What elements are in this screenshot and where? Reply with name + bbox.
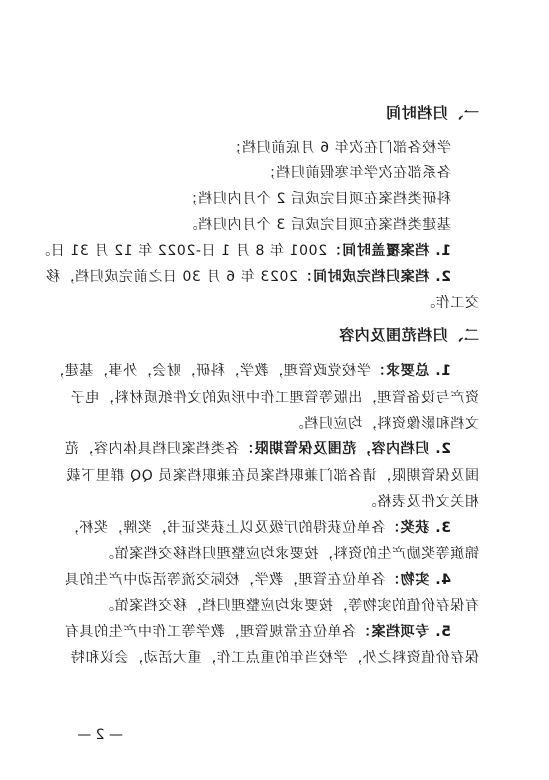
paragraph-continuation: 锦旗等奖励产生的资料，按要求均应整理归档移交档案馆。 (99, 546, 479, 562)
section-heading-archive-scope: 二、归档范围及内容 (338, 326, 479, 344)
paragraph-text: 各单位在常规管理，教学等工作中产生的具有 (64, 624, 357, 640)
paragraph-physical-items (64, 571, 451, 589)
paragraph-label: 3. 获奖： (385, 520, 451, 536)
paragraph-label: 1. 总要求： (370, 363, 451, 379)
paragraph-label: 1. 档案覆盖时间： (327, 243, 451, 259)
list-item: 基建类档案在项目完成后 3 个月内归档。 (183, 217, 451, 233)
paragraph-completion-time (45, 268, 451, 286)
paragraph-continuation: 文档和影像资料，均应归档。 (289, 416, 479, 432)
paragraph-text: 各类档案归档具体内容，范 (64, 441, 240, 457)
paragraph-label: 2. 归档内容，范围及保管期限： (239, 441, 451, 457)
paragraph-coverage-time (36, 242, 451, 260)
paragraph-continuation: 保存价值资料之外，学校当年的重点工作，重大活动，会议和特 (70, 650, 479, 666)
paragraph-content-scope (64, 440, 451, 458)
list-item: 科研类档案在项目完成后 2 个月内归档； (183, 191, 451, 207)
page-number: — 2 — (77, 727, 123, 743)
paragraph-continuation: 交工作。 (420, 295, 479, 311)
paragraph-general-requirements (50, 362, 451, 380)
paragraph-continuation: 有保存价值的实物等，按要求均应整理归档，移交档案馆。 (99, 598, 479, 614)
list-item: 学校各部门在次年 6 月底前归档； (226, 140, 451, 156)
paragraph-text: 2001 年 8 月 1 日-2022 年 12 月 31 日。 (35, 243, 328, 259)
paragraph-text: 2023 年 6 月 30 日之前完成归档，移 (45, 269, 298, 285)
paragraph-text: 学校党政管理，教学，科研，财会，外事，基建， (49, 363, 371, 379)
list-item: 各系部在次学年寒假前归档； (261, 165, 451, 181)
paragraph-text: 各单位获得的厅级及以上获奖证书，奖牌，奖杯， (64, 520, 386, 536)
section-heading-archive-time: 一、归档时间 (385, 104, 479, 122)
paragraph-continuation: 资产与设备管理，出版等管理工作中形成的文件纸质材料，电子 (70, 390, 479, 406)
paragraph-label: 5. 专项档案： (356, 624, 451, 640)
paragraph-label: 2. 档案归档完成时间： (297, 269, 451, 285)
paragraph-awards (64, 519, 451, 537)
paragraph-continuation: 围及保管期限，请各部门兼职档案员在兼职档案员 QQ 群里下载 (66, 468, 479, 484)
paragraph-special-archives (64, 623, 451, 641)
paragraph-label: 4. 实物： (385, 572, 451, 588)
paragraph-continuation: 相关文件及表格。 (362, 494, 479, 510)
paragraph-text: 各单位在管理，教学，校际交流等活动中产生的具 (64, 572, 386, 588)
